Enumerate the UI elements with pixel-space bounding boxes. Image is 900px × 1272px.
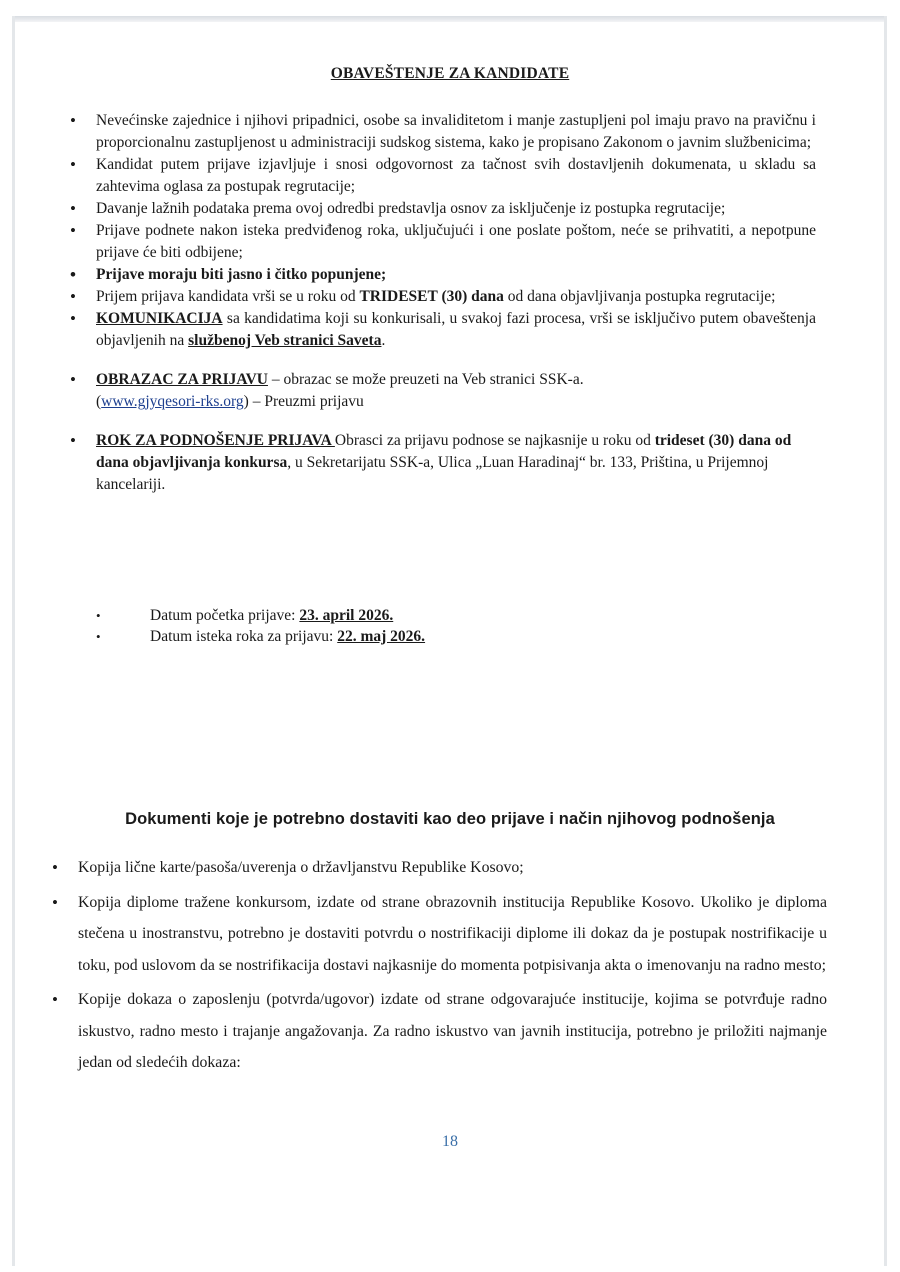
court-website-link[interactable]: www.gjyqesori-rks.org [101, 393, 244, 410]
notice-item-false-data: • Davanje lažnih podataka prema ovoj odredbi predstavlja osnov za isključenje iz postupka regrutacije; [70, 198, 816, 220]
document-item-id: • Kopija lične karte/pasoša/uverenja o državljanstvu Republike Kosovo; [52, 852, 827, 884]
notice-item-application-form [70, 369, 816, 413]
application-form-text: – obrazac se može preuzeti na Veb stranici SSK-a. [267, 371, 584, 388]
start-date-value: 23. april 2026. [299, 607, 394, 624]
notice-item-legibility: • Prijave moraju biti jasno i čitko popunjene; [70, 264, 816, 286]
document-item-employment: • Kopije dokaza o zaposlenju (potvrda/ugovor) izdate od strane odgovarajuće institucije, kojima se potvrđuje radno iskustvo, radno mesto i trajanje angažovanja. Za radno iskustvo van javnih institucija, potrebno je priložiti najmanje jedan od sledećih dokaza: [52, 984, 827, 1079]
communication-text: sa kandidatima koji su konkurisali, u svakoj fazi procesa, vrši se isključivo putem obaveštenja objavljenih na [96, 310, 816, 349]
submission-days: trideset (30) dana od dana objavljivanja konkursa [96, 432, 792, 471]
scan-edge-top [14, 16, 886, 22]
communication-end: . [381, 332, 386, 349]
notice-item-responsibility: • Kandidat putem prijave izjavljuje i snosi odgovornost za tačnost svih dostavljenih dokumenata, u skladu sa zahtevima oglasa za postupak regrutacije; [70, 154, 816, 198]
notice-item-submission-deadline [70, 430, 816, 496]
submission-text: Obrasci za prijavu podnose se najkasnije u roku od [334, 432, 655, 449]
deadline-days: TRIDESET (30) dana [359, 288, 504, 305]
start-date-label: Datum početka prijave: [150, 607, 300, 624]
communication-label: KOMUNIKACIJA [96, 310, 223, 327]
notice-item-deadline [70, 286, 816, 308]
documents-heading: Dokumenti koje je potrebno dostaviti kao deo prijave i način njihovog podnošenja [125, 810, 775, 828]
scan-edge-right [884, 16, 887, 1266]
deadline-text-post: od dana objavljivanja postupka regrutacije; [503, 288, 776, 305]
application-dates [96, 605, 425, 647]
document-item-diploma: • Kopija diplome tražene konkursom, izdate od strane obrazovnih institucija Republike Kosovo. Ukoliko je diploma stečena u inostranstvu, potrebno je dostaviti potvrdu o nostrifikaciji diplome ili dokaz da je postupak nostrifikacije u toku, pod uslovom da se nostrifikacija dostavi najkasnije do momenta potpisivanja akta o imenovanju na radno mesto; [52, 887, 827, 982]
page-number: 18 [442, 1133, 458, 1150]
notice-item-late-applications: • Prijave podnete nakon isteka predviđenog roka, uključujući i one poslate poštom, neće se prihvatiti, a nepotpune prijave će biti odbijene; [70, 220, 816, 264]
submission-location: , u Sekretarijatu SSK-a, Ulica „Luan Haradinaj“ br. 133, Priština, u Prijemnoj kancelariji. [96, 454, 769, 493]
end-date-value: 22. maj 2026. [337, 628, 426, 645]
council-website-link[interactable]: službenoj Veb stranici Saveta [188, 332, 382, 349]
application-form-label: OBRAZAC ZA PRIJAVU [96, 371, 268, 388]
end-date-item [96, 626, 425, 647]
notice-list [70, 110, 816, 496]
notice-item-representation: • Nevećinske zajednice i njihovi pripadnici, osobe sa invaliditetom i manje zastupljeni pol imaju pravo na pravičnu i proporcionalnu zastupljenost u administraciji sudskog sistema, kako je propisano Zakonom o javnim službenicima; [70, 110, 816, 154]
submission-deadline-label: ROK ZA PODNOŠENJE PRIJAVA [96, 432, 335, 449]
download-form-text: ) – Preuzmi prijavu [243, 393, 364, 410]
document-title: OBAVEŠTENJE ZA KANDIDATE [330, 65, 570, 82]
start-date-item [96, 605, 425, 626]
scan-edge-left [12, 16, 15, 1266]
notice-item-communication [70, 308, 816, 352]
url-open-paren: ( [96, 393, 102, 410]
end-date-label: Datum isteka roka za prijavu: [150, 628, 338, 645]
required-documents-list [52, 852, 827, 1082]
deadline-text-pre: Prijem prijava kandidata vrši se u roku od [96, 288, 360, 305]
